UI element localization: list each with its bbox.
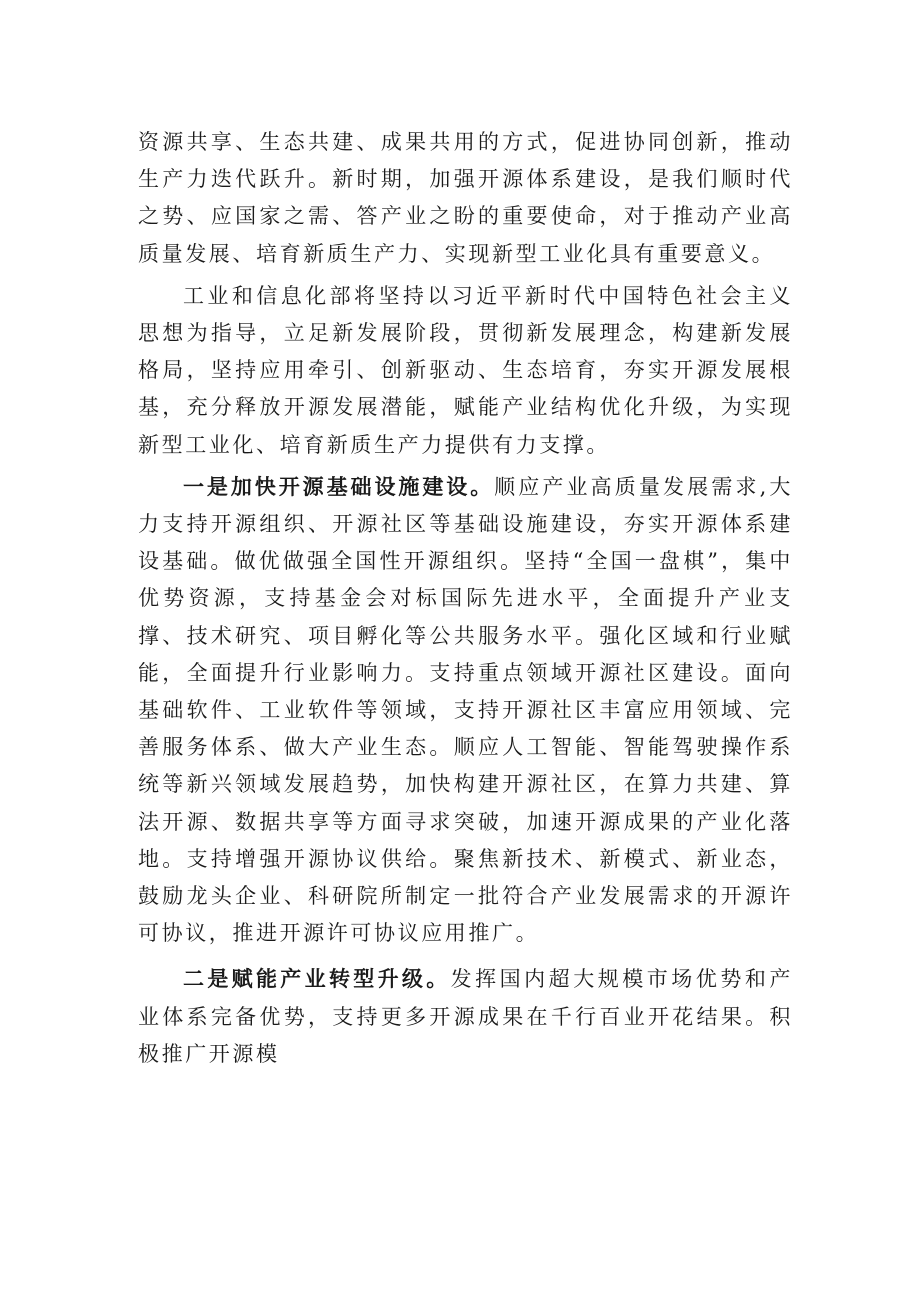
paragraph-3 <box>138 469 793 953</box>
paragraph-2-text: 工业和信息化部将坚持以习近平新时代中国特色社会主义思想为指导，立足新发展阶段，贯彻新发展理念，构建新发展格局，坚持应用牵引、创新驱动、生态培育，夯实开源发展根基，充分释放开源发展潜能，赋能产业结构优化升级，为实现新型工业化、培育新质生产力提供有力支撑。 <box>138 283 793 457</box>
document-body <box>138 124 793 1073</box>
paragraph-3-text: 顺应产业高质量发展需求,大力支持开源组织、开源社区等基础设施建设，夯实开源体系建设基础。做优做强全国性开源组织。坚持“全国一盘棋”，集中优势资源，支持基金会对标国际先进水平，全面提升产业支撑、技术研究、项目孵化等公共服务水平。强化区域和行业赋能，全面提升行业影响力。支持重点领域开源社区建设。面向基础软件、工业软件等领域，支持开源社区丰富应用领域、完善服务体系、做大产业生态。顺应人工智能、智能驾驶操作系统等新兴领域发展趋势，加快构建开源社区，在算力共建、算法开源、数据共享等方面寻求突破，加速开源成果的产业化落地。支持增强开源协议供给。聚焦新技术、新模式、新业态，鼓励龙头企业、科研院所制定一批符合产业发展需求的开源许可协议，推进开源许可协议应用推广。 <box>138 474 793 946</box>
paragraph-1 <box>138 124 793 273</box>
paragraph-4 <box>138 961 793 1073</box>
paragraph-4-lead: 二是赋能产业转型升级。 <box>183 967 451 992</box>
paragraph-1-text: 资源共享、生态共建、成果共用的方式，促进协同创新，推动生产力迭代跃升。新时期，加强开源体系建设，是我们顺时代之势、应国家之需、答产业之盼的重要使命，对于推动产业高质量发展、培育新质生产力、实现新型工业化具有重要意义。 <box>138 130 793 266</box>
paragraph-4-text: 发挥国内超大规模市场优势和产业体系完备优势，支持更多开源成果在千行百业开花结果。积极推广开源模 <box>138 967 793 1066</box>
paragraph-3-lead: 一是加快开源基础设施建设。 <box>183 474 495 499</box>
paragraph-2 <box>138 278 793 464</box>
